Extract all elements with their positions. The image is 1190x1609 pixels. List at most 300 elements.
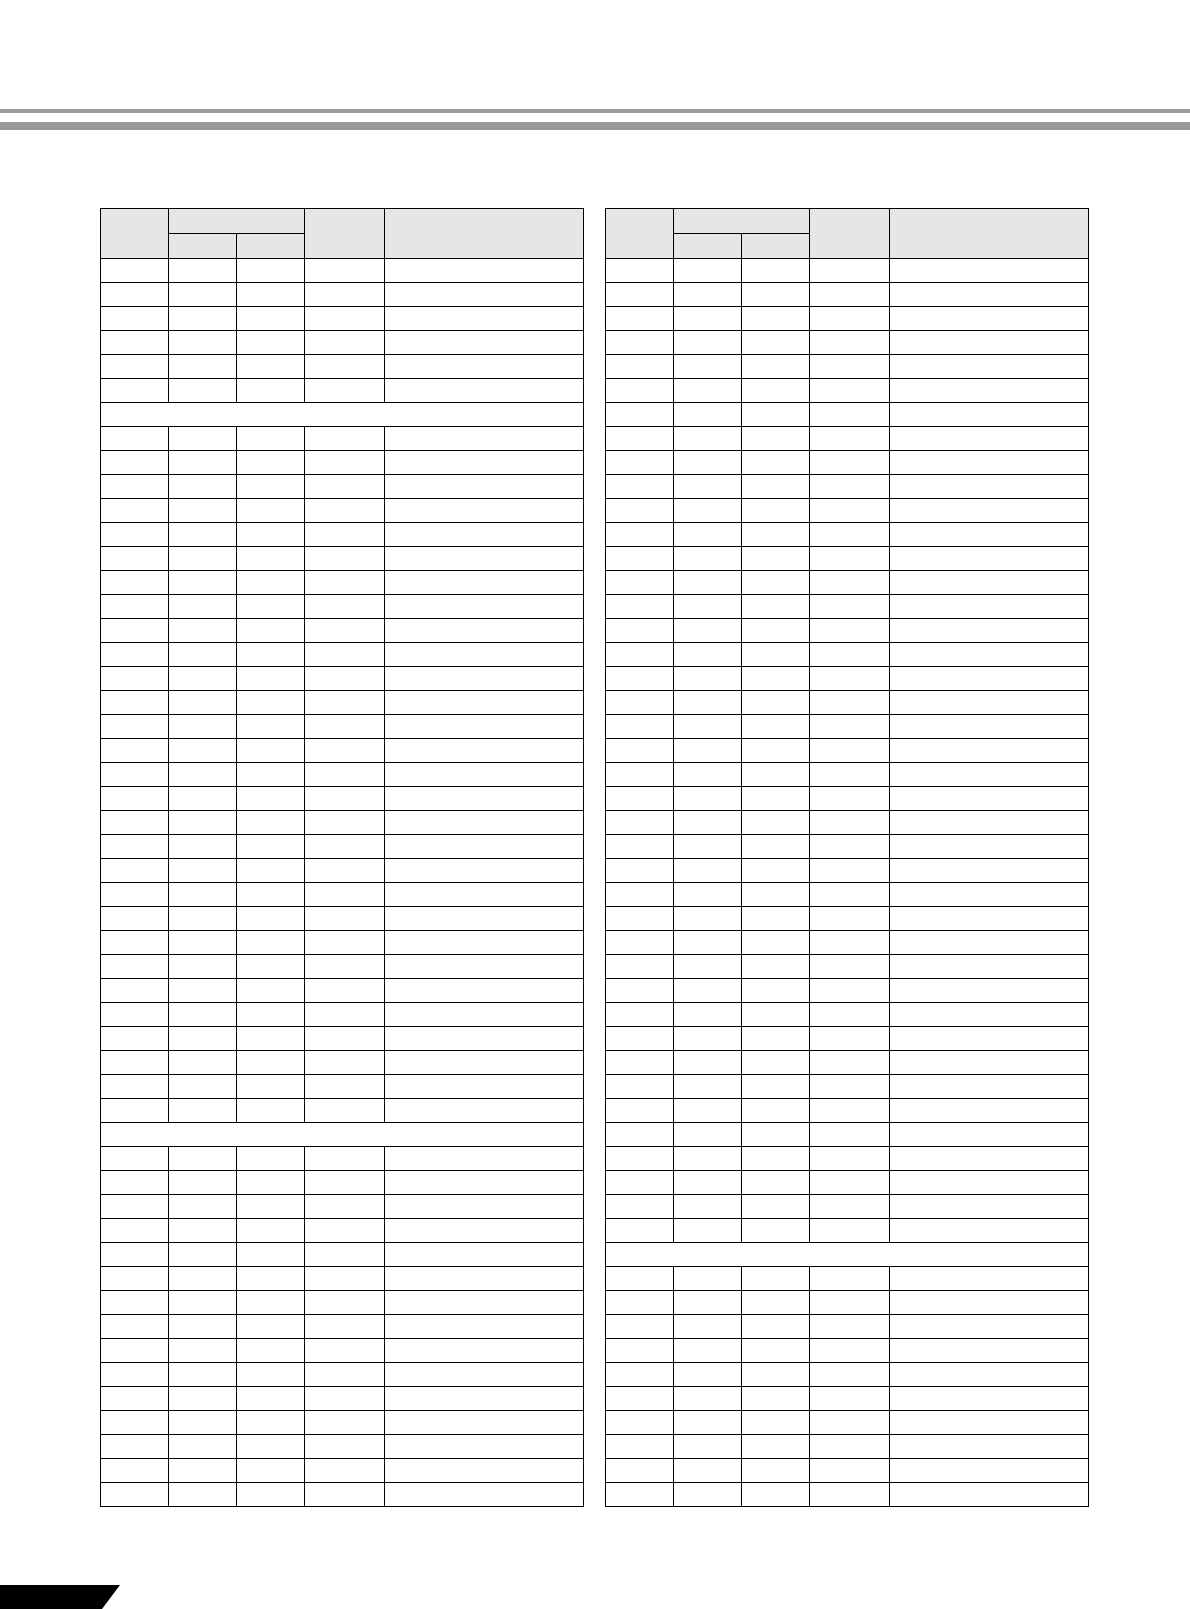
table-cell (674, 619, 742, 643)
table-cell (237, 1315, 305, 1339)
table-cell (305, 1243, 385, 1267)
table-cell (237, 619, 305, 643)
table-cell (305, 1459, 385, 1483)
table-cell (237, 1291, 305, 1315)
header-cell (101, 209, 169, 259)
table-cell (742, 1339, 810, 1363)
table-cell (890, 1171, 1089, 1195)
table-row (606, 1195, 1089, 1219)
table-row (101, 1195, 584, 1219)
table-cell (890, 1099, 1089, 1123)
table-cell (169, 811, 237, 835)
table-cell (101, 283, 169, 307)
table-cell (606, 1195, 674, 1219)
table-cell (169, 1363, 237, 1387)
table-cell (890, 307, 1089, 331)
table-cell (810, 379, 890, 403)
table-cell (237, 667, 305, 691)
table-cell (674, 547, 742, 571)
table-cell (305, 883, 385, 907)
table-cell (742, 355, 810, 379)
table-cell (169, 763, 237, 787)
table-cell (890, 835, 1089, 859)
table-cell (101, 643, 169, 667)
table-cell (385, 1147, 584, 1171)
table-cell (742, 787, 810, 811)
table-cell (237, 1075, 305, 1099)
table-cell (385, 259, 584, 283)
table-row (101, 571, 584, 595)
table-cell (237, 739, 305, 763)
table-cell (101, 931, 169, 955)
table-cell (674, 979, 742, 1003)
header-subcell (237, 234, 305, 259)
table-cell (674, 1339, 742, 1363)
header-cell (385, 209, 584, 259)
table-cell (810, 931, 890, 955)
table-cell (890, 979, 1089, 1003)
table-row (606, 283, 1089, 307)
table-cell (890, 1267, 1089, 1291)
table-cell (674, 787, 742, 811)
table-cell (305, 427, 385, 451)
table-cell (237, 283, 305, 307)
table-cell (742, 259, 810, 283)
table-cell (606, 883, 674, 907)
table-cell (606, 1171, 674, 1195)
table-cell (385, 379, 584, 403)
table-cell (305, 619, 385, 643)
table-cell (385, 1243, 584, 1267)
table-cell (385, 1339, 584, 1363)
table-cell (810, 547, 890, 571)
table-cell (101, 859, 169, 883)
table-cell (237, 811, 305, 835)
table-cell (890, 787, 1089, 811)
table-cell (810, 1411, 890, 1435)
table-cell (169, 1003, 237, 1027)
table-row (101, 427, 584, 451)
table-cell (385, 955, 584, 979)
table-cell (101, 451, 169, 475)
table-cell (101, 1267, 169, 1291)
table-cell (237, 259, 305, 283)
table-cell (169, 859, 237, 883)
table-cell (674, 1219, 742, 1243)
table-cell (305, 547, 385, 571)
table-row (606, 547, 1089, 571)
table-cell (890, 907, 1089, 931)
table-cell (385, 1483, 584, 1507)
table-cell (237, 1195, 305, 1219)
table-cell (890, 763, 1089, 787)
table-cell (385, 523, 584, 547)
table-cell (169, 259, 237, 283)
table-cell (742, 499, 810, 523)
table-cell (742, 1459, 810, 1483)
table-cell (237, 1219, 305, 1243)
table-row (606, 1219, 1089, 1243)
table-cell (890, 691, 1089, 715)
table-cell (810, 1387, 890, 1411)
table-cell (169, 1291, 237, 1315)
table-cell (101, 355, 169, 379)
table-row (101, 811, 584, 835)
table-row (101, 955, 584, 979)
table-cell (606, 1219, 674, 1243)
table-cell (169, 1315, 237, 1339)
table-cell (101, 883, 169, 907)
table-cell (169, 715, 237, 739)
header-subcell (674, 234, 742, 259)
table-row (606, 523, 1089, 547)
table-row (101, 1363, 584, 1387)
table-cell (101, 1195, 169, 1219)
table-cell (169, 619, 237, 643)
table-cell (101, 1411, 169, 1435)
table-cell (101, 1339, 169, 1363)
table-cell (385, 1459, 584, 1483)
table-cell (305, 1195, 385, 1219)
table-row (101, 691, 584, 715)
table-cell (101, 667, 169, 691)
table-row (606, 1339, 1089, 1363)
table-row (101, 907, 584, 931)
table-cell (606, 643, 674, 667)
table-cell (674, 355, 742, 379)
table-cell (890, 427, 1089, 451)
table-cell (385, 451, 584, 475)
table-cell (810, 523, 890, 547)
table-cell (810, 1291, 890, 1315)
table-cell (742, 595, 810, 619)
table-cell (101, 955, 169, 979)
table-cell (385, 595, 584, 619)
table-cell (890, 475, 1089, 499)
table-cell (169, 787, 237, 811)
table-cell (606, 1363, 674, 1387)
table-cell (305, 571, 385, 595)
table-cell (305, 1219, 385, 1243)
table-cell (385, 811, 584, 835)
table-cell (890, 595, 1089, 619)
table-cell (606, 379, 674, 403)
table-cell (237, 451, 305, 475)
table-cell (169, 1267, 237, 1291)
table-row (101, 1027, 584, 1051)
table-cell (305, 283, 385, 307)
table-cell (742, 835, 810, 859)
table-cell (606, 955, 674, 979)
table-cell (305, 955, 385, 979)
table-cell (169, 331, 237, 355)
table-cell (742, 739, 810, 763)
table-cell (890, 331, 1089, 355)
table-cell (742, 859, 810, 883)
table-cell (674, 835, 742, 859)
table-cell (890, 403, 1089, 427)
table-cell (385, 619, 584, 643)
table-cell (810, 835, 890, 859)
table-cell (305, 523, 385, 547)
table-cell (385, 763, 584, 787)
table-cell (169, 955, 237, 979)
table-cell (810, 739, 890, 763)
section-row (606, 1243, 1089, 1267)
table-cell (606, 1339, 674, 1363)
table-cell (890, 955, 1089, 979)
table-row (606, 667, 1089, 691)
table-cell (810, 1099, 890, 1123)
table-cell (606, 307, 674, 331)
table-row (606, 403, 1089, 427)
table-cell (385, 931, 584, 955)
table-row (606, 619, 1089, 643)
table-cell (385, 907, 584, 931)
table-cell (101, 787, 169, 811)
table-cell (237, 1243, 305, 1267)
table-cell (674, 259, 742, 283)
table-cell (169, 571, 237, 595)
table-cell (810, 1171, 890, 1195)
table-row (101, 475, 584, 499)
table-row (606, 1147, 1089, 1171)
section-row (101, 1123, 584, 1147)
table-cell (385, 1219, 584, 1243)
table-cell (742, 475, 810, 499)
table-cell (810, 1435, 890, 1459)
table-row (606, 955, 1089, 979)
table-cell (742, 1483, 810, 1507)
table-row (606, 259, 1089, 283)
table-cell (101, 379, 169, 403)
table-cell (606, 1003, 674, 1027)
table-cell (305, 1483, 385, 1507)
table-cell (101, 1243, 169, 1267)
table-cell (606, 1267, 674, 1291)
table-cell (169, 667, 237, 691)
section-row (101, 403, 584, 427)
table-cell (674, 859, 742, 883)
table-cell (305, 1171, 385, 1195)
table-cell (606, 475, 674, 499)
table-cell (305, 1339, 385, 1363)
table-cell (606, 787, 674, 811)
table-row (101, 739, 584, 763)
table-cell (606, 1051, 674, 1075)
table-cell (305, 787, 385, 811)
table-cell (674, 1483, 742, 1507)
table-cell (305, 1411, 385, 1435)
table-row (606, 1363, 1089, 1387)
table-row (101, 1051, 584, 1075)
table-row (101, 1411, 584, 1435)
table-cell (385, 739, 584, 763)
table-cell (169, 1075, 237, 1099)
table-cell (810, 475, 890, 499)
table-row (101, 1219, 584, 1243)
table-cell (810, 595, 890, 619)
table-cell (169, 979, 237, 1003)
table-cell (810, 907, 890, 931)
table-cell (305, 307, 385, 331)
table-cell (890, 1483, 1089, 1507)
table-cell (305, 931, 385, 955)
table-cell (305, 379, 385, 403)
table-row (606, 643, 1089, 667)
table-cell (742, 1315, 810, 1339)
table-cell (890, 811, 1089, 835)
table-row (606, 499, 1089, 523)
table-cell (169, 523, 237, 547)
table-cell (101, 1099, 169, 1123)
table-cell (606, 595, 674, 619)
table-row (101, 451, 584, 475)
table-cell (674, 1435, 742, 1459)
table-cell (890, 499, 1089, 523)
table-cell (674, 571, 742, 595)
table-cell (890, 283, 1089, 307)
table-cell (890, 1339, 1089, 1363)
table-cell (101, 331, 169, 355)
table-cell (101, 1219, 169, 1243)
table-cell (305, 835, 385, 859)
table-cell (810, 1339, 890, 1363)
right-data-table (605, 208, 1089, 1507)
table-cell (237, 691, 305, 715)
table-cell (385, 571, 584, 595)
table-cell (169, 907, 237, 931)
table-cell (169, 1147, 237, 1171)
table-cell (742, 979, 810, 1003)
table-cell (169, 475, 237, 499)
table-cell (810, 1027, 890, 1051)
table-cell (742, 1291, 810, 1315)
table-cell (385, 859, 584, 883)
table-cell (810, 307, 890, 331)
table-cell (101, 1171, 169, 1195)
table-cell (169, 691, 237, 715)
table-cell (890, 1459, 1089, 1483)
table-cell (890, 1363, 1089, 1387)
table-cell (674, 331, 742, 355)
header-rule-thick (0, 122, 1190, 130)
table-cell (237, 523, 305, 547)
table-cell (305, 259, 385, 283)
table-row (101, 1171, 584, 1195)
right-table-body (606, 259, 1089, 1507)
table-cell (237, 355, 305, 379)
table-cell (810, 1459, 890, 1483)
table-cell (674, 1363, 742, 1387)
table-cell (890, 1003, 1089, 1027)
table-cell (237, 1027, 305, 1051)
table-cell (890, 1387, 1089, 1411)
table-cell (606, 1459, 674, 1483)
table-cell (810, 1075, 890, 1099)
table-cell (742, 1099, 810, 1123)
table-row (606, 691, 1089, 715)
table-cell (674, 1387, 742, 1411)
table-cell (385, 1435, 584, 1459)
table-row (606, 1483, 1089, 1507)
table-cell (237, 1483, 305, 1507)
table-cell (101, 1291, 169, 1315)
table-cell (305, 1363, 385, 1387)
table-cell (606, 283, 674, 307)
table-row (606, 595, 1089, 619)
table-cell (305, 1291, 385, 1315)
header-rule-thin (0, 109, 1190, 113)
table-cell (169, 1027, 237, 1051)
table-cell (169, 739, 237, 763)
table-cell (674, 715, 742, 739)
table-row (101, 715, 584, 739)
table-row (101, 979, 584, 1003)
table-cell (385, 1003, 584, 1027)
table-cell (305, 1027, 385, 1051)
table-cell (606, 907, 674, 931)
table-cell (890, 1435, 1089, 1459)
table-row (606, 1123, 1089, 1147)
table-cell (742, 379, 810, 403)
table-cell (742, 1219, 810, 1243)
table-cell (890, 1219, 1089, 1243)
table-cell (237, 547, 305, 571)
table-cell (101, 499, 169, 523)
table-cell (305, 1147, 385, 1171)
table-cell (606, 1027, 674, 1051)
table-cell (742, 547, 810, 571)
table-cell (674, 1123, 742, 1147)
table-cell (101, 595, 169, 619)
table-cell (237, 1339, 305, 1363)
table-cell (742, 931, 810, 955)
table-cell (674, 1027, 742, 1051)
table-cell (101, 1147, 169, 1171)
header-cell (606, 209, 674, 259)
table-cell (674, 811, 742, 835)
table-cell (742, 1387, 810, 1411)
table-cell (674, 475, 742, 499)
table-cell (890, 1123, 1089, 1147)
table-cell (742, 307, 810, 331)
table-cell (305, 691, 385, 715)
table-cell (305, 715, 385, 739)
table-cell (810, 643, 890, 667)
table-cell (810, 355, 890, 379)
table-cell (742, 1027, 810, 1051)
table-cell (890, 667, 1089, 691)
table-cell (742, 1123, 810, 1147)
table-cell (742, 1267, 810, 1291)
table-cell (674, 1171, 742, 1195)
table-cell (674, 691, 742, 715)
table-cell (305, 1267, 385, 1291)
table-cell (674, 1459, 742, 1483)
table-row (101, 1243, 584, 1267)
table-cell (169, 1459, 237, 1483)
table-cell (674, 1291, 742, 1315)
table-cell (237, 835, 305, 859)
table-cell (385, 1387, 584, 1411)
table-cell (742, 907, 810, 931)
table-row (606, 1387, 1089, 1411)
table-cell (674, 907, 742, 931)
table-row (606, 1027, 1089, 1051)
table-row (606, 739, 1089, 763)
table-cell (742, 763, 810, 787)
